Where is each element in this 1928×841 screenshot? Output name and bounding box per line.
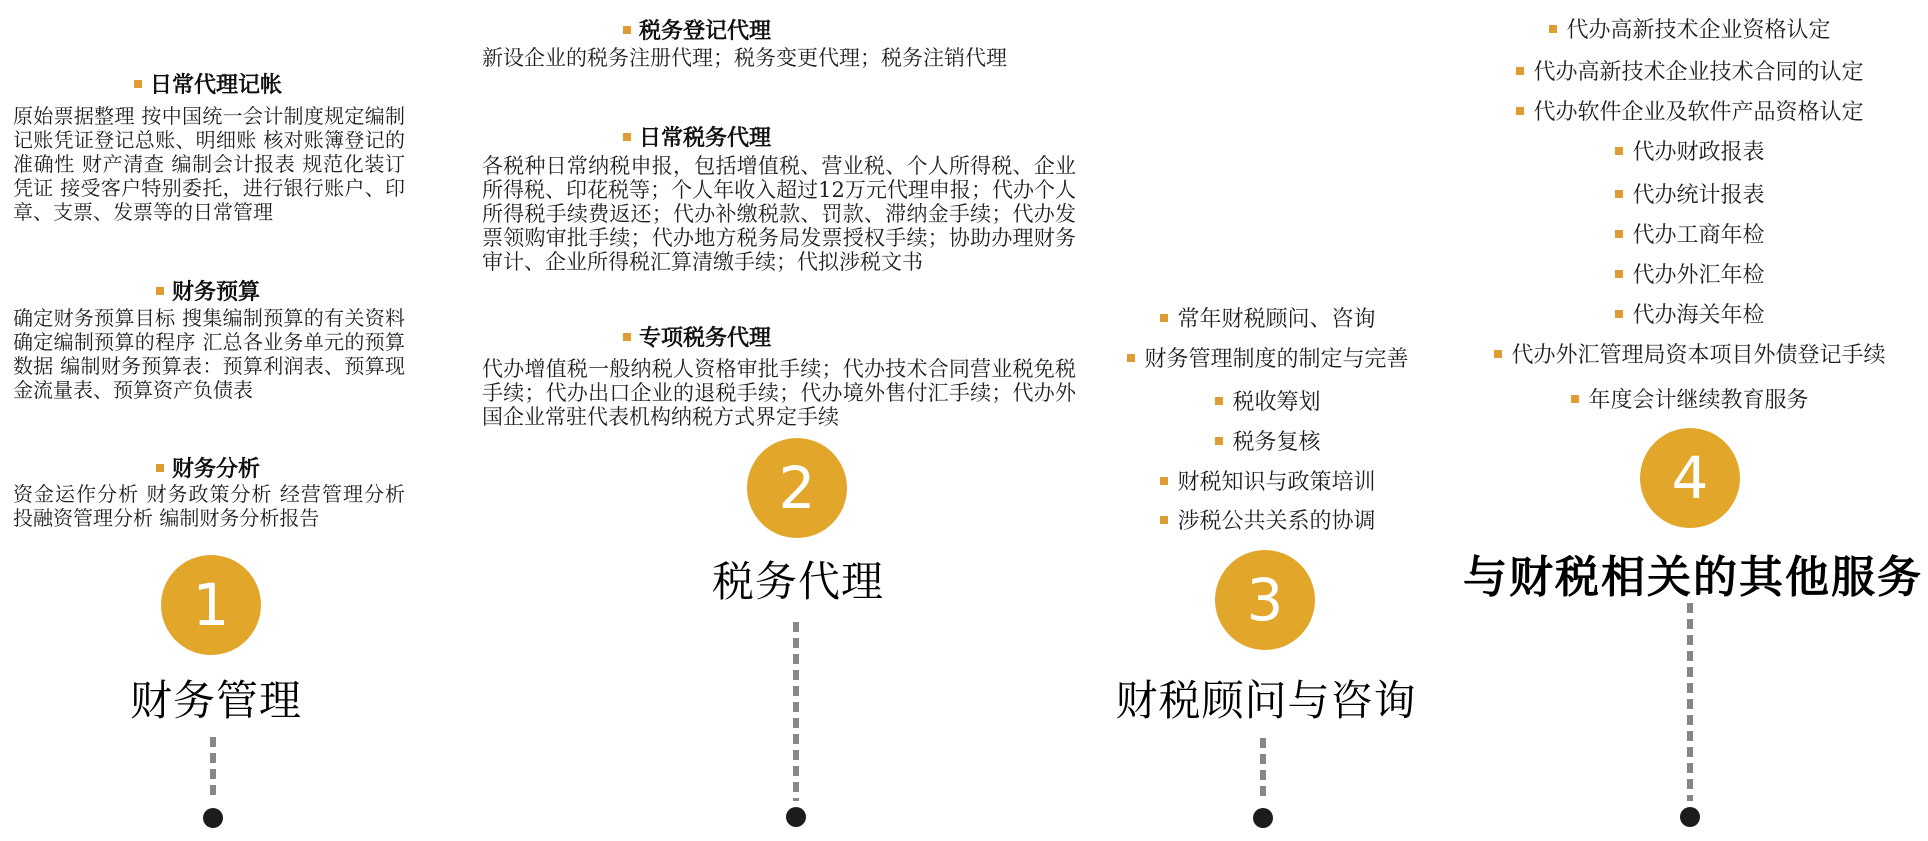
section-heading-label: 财务分析: [171, 456, 260, 482]
list-item-label: 年度会计继续教育服务: [1588, 388, 1809, 413]
step-number: 2: [778, 454, 816, 522]
bullet-icon: [1215, 437, 1223, 445]
section-body: 原始票据整理 按中国统一会计制度规定编制记账凭证登记总账、明细账 核对账簿登记的准确性 财产清查 编制会计报表 规范化装订凭证 接受客户特别委托，进行银行账户、印章、支票、发票等的日常管理: [13, 104, 405, 224]
connector-dot: [1680, 807, 1700, 827]
list-item: [1452, 258, 1928, 289]
connector-dot: [786, 807, 806, 827]
list-item-label: 财税知识与政策培训: [1177, 470, 1376, 495]
section-heading: [13, 452, 403, 483]
bullet-icon: [1615, 190, 1623, 198]
list-item: [1452, 55, 1928, 86]
step-circle-2: [747, 438, 847, 538]
bullet-icon: [1571, 395, 1579, 403]
step-circle-3: [1215, 550, 1315, 650]
section-heading: [482, 321, 912, 352]
section-heading-label: 财务预算: [171, 279, 260, 305]
bullet-icon: [156, 287, 164, 295]
bullet-icon: [1615, 147, 1623, 155]
connector-line: [793, 622, 799, 801]
step-circle-1: [161, 555, 261, 655]
bullet-icon: [1494, 350, 1502, 358]
bullet-icon: [1160, 477, 1168, 485]
list-item-label: 代办工商年检: [1632, 223, 1765, 248]
section-heading: [482, 121, 912, 152]
step-number: 1: [192, 571, 230, 639]
list-item-label: 代办外汇管理局资本项目外债登记手续: [1511, 343, 1886, 368]
bullet-icon: [623, 333, 631, 341]
bullet-icon: [1516, 107, 1524, 115]
list-item-label: 代办软件企业及软件产品资格认定: [1533, 100, 1864, 125]
section-body: 代办增值税一般纳税人资格审批手续；代办技术合同营业税免税手续；代办出口企业的退税手续；代办境外售付汇手续；代办外国企业常驻代表机构纳税方式界定手续: [482, 357, 1076, 429]
list-item: [1452, 178, 1928, 209]
list-item-label: 代办海关年检: [1632, 303, 1765, 328]
bullet-icon: [1127, 354, 1135, 362]
list-item: [1452, 135, 1928, 166]
bullet-icon: [156, 464, 164, 472]
step-title: 财务管理: [129, 676, 303, 725]
list-item-label: 代办高新技术企业资格认定: [1566, 18, 1831, 43]
section-body: 资金运作分析 财务政策分析 经营管理分析 投融资管理分析 编制财务分析报告: [13, 482, 405, 530]
list-item: [968, 465, 1568, 496]
bullet-icon: [1215, 397, 1223, 405]
list-item: [968, 504, 1568, 535]
section-heading-label: 日常税务代理: [638, 125, 771, 151]
list-item-label: 代办财政报表: [1632, 140, 1765, 165]
list-item-label: 代办统计报表: [1632, 183, 1765, 208]
section-heading: [13, 68, 403, 99]
step-number: 3: [1246, 566, 1284, 634]
list-item-label: 涉税公共关系的协调: [1177, 509, 1376, 534]
list-item-label: 常年财税顾问、咨询: [1177, 307, 1376, 332]
connector-line: [210, 737, 216, 801]
list-item-label: 税收筹划: [1232, 390, 1321, 415]
list-item: [968, 425, 1568, 456]
list-item: [1452, 95, 1928, 126]
step-title: 财税顾问与咨询: [1115, 676, 1417, 725]
bullet-icon: [1516, 67, 1524, 75]
bullet-icon: [1549, 25, 1557, 33]
list-item: [1452, 218, 1928, 249]
section-body: 各税种日常纳税申报，包括增值税、营业税、个人所得税、企业所得税、印花税等；个人年收入超过12万元代理申报；代办个人所得税手续费返还；代办补缴税款、罚款、滞纳金手续；代办发票领购审批手续；代办地方税务局发票授权手续；协助办理财务审计、企业所得税汇算清缴手续；代拟涉税文书: [482, 154, 1076, 274]
list-item-label: 代办高新技术企业技术合同的认定: [1533, 60, 1864, 85]
section-heading-label: 日常代理记帐: [149, 72, 282, 98]
connector-dot: [203, 808, 223, 828]
section-body: 确定财务预算目标 搜集编制预算的有关资料 确定编制预算的程序 汇总各业务单元的预算数据 编制财务预算表：预算利润表、预算现金流量表、预算资产负债表: [13, 306, 405, 402]
list-item: [1452, 383, 1928, 414]
connector-dot: [1253, 808, 1273, 828]
step-number: 4: [1671, 444, 1709, 512]
section-heading: [482, 14, 912, 45]
connector-line: [1687, 603, 1693, 801]
list-item-label: 代办外汇年检: [1632, 263, 1765, 288]
section-heading-label: 专项税务代理: [638, 325, 771, 351]
section-heading: [13, 275, 403, 306]
bullet-icon: [1615, 270, 1623, 278]
bullet-icon: [623, 133, 631, 141]
bullet-icon: [134, 80, 142, 88]
list-item-label: 财务管理制度的制定与完善: [1144, 347, 1409, 372]
connector-line: [1260, 738, 1266, 801]
step-circle-4: [1640, 428, 1740, 528]
step-title: 与财税相关的其他服务: [1463, 552, 1923, 603]
bullet-icon: [1160, 516, 1168, 524]
step-title: 税务代理: [711, 557, 885, 606]
bullet-icon: [1160, 314, 1168, 322]
bullet-icon: [1615, 230, 1623, 238]
section-body: 新设企业的税务注册代理；税务变更代理；税务注销代理: [482, 46, 1007, 70]
list-item: [1452, 338, 1928, 369]
bullet-icon: [623, 26, 631, 34]
list-item-label: 税务复核: [1232, 430, 1321, 455]
section-heading-label: 税务登记代理: [638, 18, 771, 44]
list-item: [1452, 298, 1928, 329]
bullet-icon: [1615, 310, 1623, 318]
list-item: [1452, 13, 1928, 44]
